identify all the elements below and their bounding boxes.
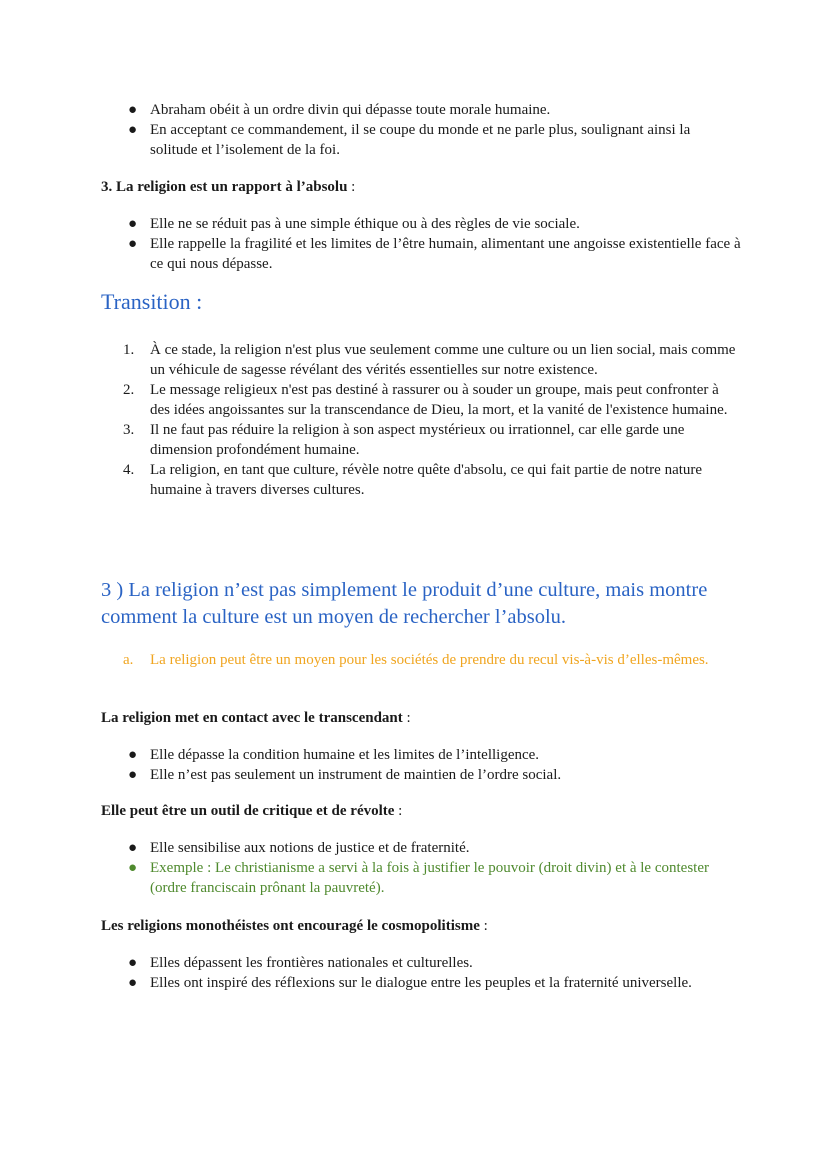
bullet-icon: ● — [128, 122, 138, 138]
point-3-bullet-list — [101, 214, 741, 274]
group-heading-critique: Elle peut être un outil de critique et de révolte : — [101, 803, 403, 819]
list-item: ● Elle n’est pas seulement un instrument de maintien de l’ordre social. — [128, 767, 562, 783]
transcendant-bullet-list — [101, 745, 741, 785]
bullet-icon: ● — [128, 102, 138, 118]
list-item: 4. La religion, en tant que culture, révèle notre quête d'absolu, ce qui fait partie de notre nature humaine à travers diverses cultures. — [123, 462, 703, 498]
bullet-icon: ● — [128, 860, 138, 876]
bullet-icon: ● — [128, 747, 138, 763]
point-3-heading: 3. La religion est un rapport à l’absolu : — [101, 179, 356, 195]
list-item: 2. Le message religieux n'est pas destiné à rassurer ou à souder un groupe, mais peut confronter à des idées angoissantes sur la transcendance de Dieu, la mort, et la vanité de l'existence humaine. — [123, 382, 728, 418]
sub-heading-a: a. La religion peut être un moyen pour les sociétés de prendre du recul vis-à-vis d’elles-mêmes. — [123, 652, 709, 668]
transition-title: Transition : — [101, 289, 203, 314]
list-item: ● Abraham obéit à un ordre divin qui dépasse toute morale humaine. — [128, 102, 551, 118]
group-heading-transcendant: La religion met en contact avec le transcendant : — [101, 710, 411, 726]
bullet-icon: ● — [128, 767, 138, 783]
part-3-title: 3 ) La religion n’est pas simplement le produit d’une culture, mais montre comment la culture est un moyen de rechercher l’absolu. — [101, 579, 708, 628]
list-item: ● Elles dépassent les frontières nationales et culturelles. — [128, 955, 473, 971]
list-item: 1. À ce stade, la religion n'est plus vue seulement comme une culture ou un lien social, mais comme un véhicule de sagesse révélant des vérités essentielles sur notre existence. — [123, 342, 736, 378]
transition-list — [101, 340, 741, 500]
list-item: ● Elle sensibilise aux notions de justice et de fraternité. — [128, 840, 470, 856]
group-heading-cosmopolitisme: Les religions monothéistes ont encouragé le cosmopolitisme : — [101, 918, 488, 934]
bullet-icon: ● — [128, 840, 138, 856]
example-list-item: ● Exemple : Le christianisme a servi à la fois à justifier le pouvoir (droit divin) et à le contester (ordre franciscain prônant la pauvreté). — [128, 860, 709, 896]
bullet-icon: ● — [128, 955, 138, 971]
list-item: ● En acceptant ce commandement, il se coupe du monde et ne parle plus, soulignant ainsi la solitude et l’isolement de la foi. — [128, 122, 691, 158]
abraham-bullet-list — [101, 100, 741, 160]
bullet-icon: ● — [128, 216, 138, 232]
cosmopolitisme-bullet-list — [101, 953, 741, 993]
bullet-icon: ● — [128, 975, 138, 991]
list-item: ● Elle rappelle la fragilité et les limites de l’être humain, alimentant une angoisse existentielle face à ce qui nous dépasse. — [128, 236, 741, 272]
list-item: 3. Il ne faut pas réduire la religion à son aspect mystérieux ou irrationnel, car elle garde une dimension profondément humaine. — [123, 422, 685, 458]
list-item: ● Elle dépasse la condition humaine et les limites de l’intelligence. — [128, 747, 540, 763]
critique-bullet-list — [101, 838, 741, 898]
list-item: ● Elle ne se réduit pas à une simple éthique ou à des règles de vie sociale. — [128, 216, 580, 232]
list-item: ● Elles ont inspiré des réflexions sur le dialogue entre les peuples et la fraternité universelle. — [128, 975, 692, 991]
bullet-icon: ● — [128, 236, 138, 252]
